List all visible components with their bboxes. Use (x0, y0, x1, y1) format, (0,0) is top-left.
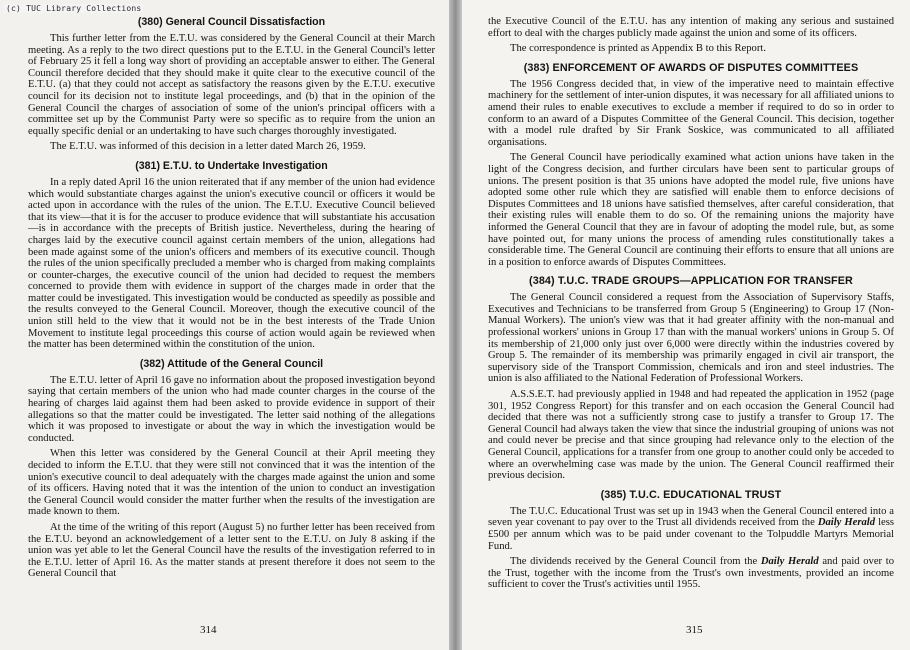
section-381-paragraph-1: In a reply dated April 16 the union reiterated that if any member of the union had evidence which would substantiate charges against the union's executive council or officers it would be acted upon in accordance with the rules of the union. The E.T.U. Executive Council believed that its view—that it is for the accuser to produce evidence that will substantiate his accusation—is in accordance with the precepts of British justice. Nevertheless, during the hearing of charges laid by the executive council against certain members of the union, allegations had been made against some of the union's officers and members of its executive council. Though the rules of the union specifically precluded a member who is charged from making complaints or counter-charges, the executive council of the union had decided to request the members concerned to provide them with evidence in support of the charges made in order that the matter could be investigated. This investigation would be conducted as speedily as possible and the results conveyed to the General Council. Moreover, though the executive council of the union still held to the view that it would not be in the best interests of the Trade Union Movement to institute legal proceedings this course of action would again be reviewed when the matter has been determined within the constitution of the union. (28, 176, 435, 351)
page-number-right: 315 (686, 624, 703, 636)
section-383-paragraph-2: The General Council have periodically examined what action unions have taken in the light of the Congress decision, and further circulars have been sent to particular groups of unions. The present position is that 35 unions have adopted the model rule, five unions have adopted some other rule which they are satisfied will enable them to enforce decisions of Disputes Committees and 18 unions have satisfied themselves, after careful consideration, that their existing rules will enable them to do so. Of the remaining unions the majority have informed the General Council that they are in favour of adopting the model rule, but, as some have pointed out, for many unions the process of amending rules constitutionally takes a considerable time. The General Council are continuing their efforts to ensure that all unions are in a position to enforce awards of Disputes Committees. (488, 152, 894, 268)
section-382-heading: (382) Attitude of the General Council (139, 357, 324, 370)
section-383-heading: (383) ENFORCEMENT OF AWARDS OF DISPUTES COMMITTEES (523, 61, 859, 74)
section-385-p1-start: The T.U.C. Educational Trust was set up in 1943 when the General Council entered into a seven year covenant to pay over to the Trust all dividends received from the (488, 505, 894, 529)
section-382-paragraph-1: The E.T.U. letter of April 16 gave no information about the proposed investigation beyond saying that certain members of the union who had made counter charges in the course of the hearing of charges laid against them had been asked to provide evidence in support of their allegations so that the matter could be investigated. The letter said nothing of the allegations which it was proposed to investigate or about the way in which the investigation would be conducted. (28, 374, 435, 444)
section-385-paragraph-1 (488, 506, 894, 552)
section-385-paragraph-2 (488, 556, 894, 591)
left-page-text (28, 16, 435, 580)
section-384-paragraph-1: The General Council considered a request from the Association of Supervisory Staffs, Executives and Technicians to be transferred from Group 5 (Engineering) to Group 17 (Non-Manual Workers). The union's view was that it had greater affinity with the non-manual and professional workers' unions in Group 17 than with the manual workers' unions in Group 5. Of its membership of 21,000 only just over 6,000 were directly within the industries covered by Group 5. The remainder of its membership was primarily engaged in civil air transport, the supervisory side of the Transport Commission, chemicals and iron and steel industries. The union is also affiliated to the National Federation of Professional Workers. (488, 292, 894, 385)
continuation-paragraph: the Executive Council of the E.T.U. has any intention of making any serious and sustained effort to deal with the charges publicly made against the union and some of its officers. (488, 16, 894, 39)
section-380-paragraph-1: This further letter from the E.T.U. was considered by the General Council at their March meeting. As a reply to the two direct questions put to the E.T.U. in the General Council's letter of February 25 it fell a long way short of providing an acceptable answer to either. The General Council therefore decided that they should make it quite clear to the executive council of the E.T.U. (a) that they could not accept as satisfactory the reasons given by the E.T.U. executive council for its decision not to institute legal proceedings, and (b) that in the opinion of the General Council the charges of association of some of the union's principal officers with a committee set up by the Communist Party were so specific as to require from the union an equally specific denial or an undertaking to have such charges thoroughly investigated. (28, 33, 435, 137)
section-382-paragraph-2: When this letter was considered by the General Council at their April meeting they decided to inform the E.T.U. that they were still not convinced that it was the intention of the union's executive council to deal adequately with the charges made against the union and some of its officers. Having noted that it was the intention of the union to conduct an investigation the General Council would consider the matter further when the results of the investigation are made known to them. (28, 448, 435, 518)
section-384-heading: (384) T.U.C. TRADE GROUPS—APPLICATION FOR TRANSFER (529, 275, 853, 288)
library-watermark: (c) TUC Library Collections (6, 4, 142, 13)
section-385-p2-end: and paid over to the Trust, together with the income from the Trust's own investments, provided an income sufficient to cover the Trust's activities until 1955. (488, 556, 894, 591)
left-page (0, 0, 449, 650)
appendix-note: The correspondence is printed as Appendix B to this Report. (510, 43, 766, 55)
page-number-left: 314 (200, 624, 217, 636)
daily-herald-title-2: Daily Herald (760, 556, 819, 568)
section-380-paragraph-2: The E.T.U. was informed of this decision in a letter dated March 26, 1959. (50, 141, 366, 153)
section-383-paragraph-1: The 1956 Congress decided that, in view of the imperative need to maintain effective machinery for the settlement of inter-union disputes, it was necessary for all affiliated unions to amend their rules to enable executives to exclude a member if required to do so in order to conform to an award of a Disputes Committee of the General Council. This decision, together with a model rule drafted by Sir Frank Soskice, was communicated to all affiliated organisations. (488, 78, 894, 148)
daily-herald-title: Daily Herald (817, 517, 876, 529)
right-page-text (488, 16, 894, 591)
section-381-heading: (381) E.T.U. to Undertake Investigation (135, 159, 328, 172)
right-page (462, 0, 910, 650)
book-gutter (449, 0, 462, 650)
section-385-p2-start: The dividends received by the General Council from the (510, 556, 761, 568)
section-385-heading: (385) T.U.C. EDUCATIONAL TRUST (600, 488, 782, 501)
section-380-heading: (380) General Council Dissatisfaction (137, 16, 326, 28)
section-385-p1-end: less £500 per annum which was to be paid under covenant to the Tolpuddle Martyrs Memorial Fund. (488, 517, 894, 552)
section-382-paragraph-3: At the time of the writing of this report (August 5) no further letter has been received from the E.T.U. beyond an acknowledgement of a letter sent to the E.T.U. on July 8 asking if the union was yet able to let the General Council have the results of the investigation referred to in the E.T.U. letter of April 16. As the matter stands at present therefore it does not seem to the General Council that (28, 521, 435, 580)
section-384-paragraph-2: A.S.S.E.T. had previously applied in 1948 and had repeated the application in 1952 (page 301, 1952 Congress Report) for this transfer and on each occasion the General Council had decided that there was not a sufficiently strong case to justify a transfer to Group 17. The General Council had always taken the view that since the industrial grouping of unions was not and could never be precise and that since grouping had relevance only to the election of the General Council, applications for a transfer from one group to another could only be acceded to where an overwhelming case was made by the union. The General Council reaffirmed their previous decision. (488, 389, 894, 482)
